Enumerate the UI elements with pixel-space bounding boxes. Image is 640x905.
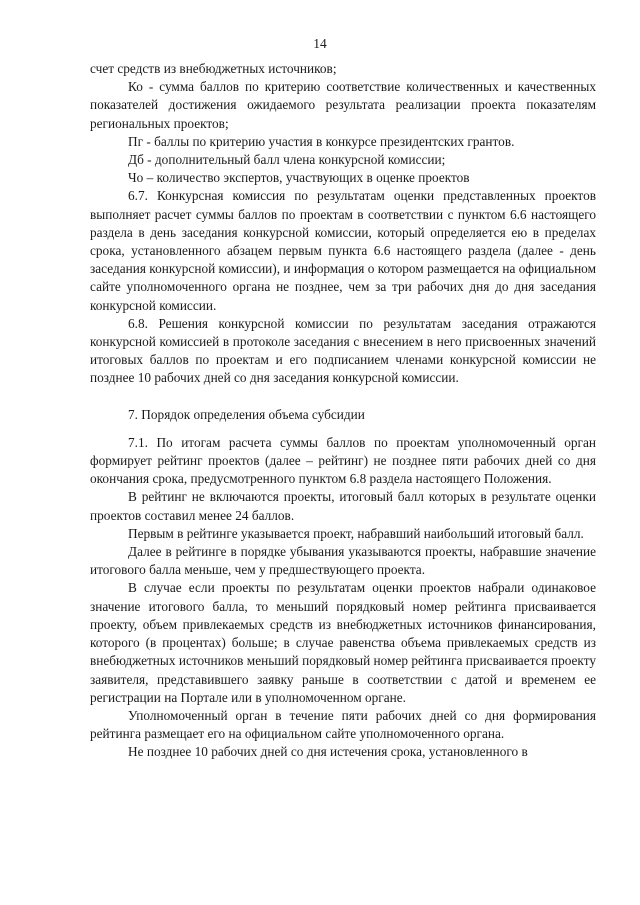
paragraph-ko-definition: Ко - сумма баллов по критерию соответствие количественных и качественных показателей достижения ожидаемого результата реализации проекта показателям региональных проектов; [90,79,596,131]
document-body [90,60,596,762]
paragraph-7-1: 7.1. По итогам расчета суммы баллов по проектам уполномоченный орган формирует рейтинг проектов (далее – рейтинг) не позднее пяти рабочих дней со дня окончания срока, предусмотренного пунктом 6.8 раздела настоящего Положения. [90,434,596,487]
paragraph-6-8: 6.8. Решения конкурсной комиссии по результатам заседания отражаются конкурсной комиссией в протоколе заседания с внесением в него присвоенных значений итоговых баллов по проектам и его подписанием членами конкурсной комиссии не позднее 10 рабочих дней со дня заседания конкурсной комиссии. [90,315,596,386]
paragraph-6-7: 6.7. Конкурсная комиссия по результатам оценки представленных проектов выполняет расчет суммы баллов по проектам в соответствии с пунктом 6.6 настоящего раздела в день заседания конкурсной комиссии, который определяется ею в пределах срока, установленного абзацем первым пункта 6.6 настоящего раздела (далее - день заседания конкурсной комиссии), и информация о котором размещается на официальном сайте уполномоченного органа не позднее, чем за три рабочих дня до дня заседания конкурсной комиссии. [90,188,596,313]
paragraph-pg-definition: Пг - баллы по критерию участия в конкурсе президентских грантов. [128,133,515,149]
paragraph-db-definition: Дб - дополнительный балл члена конкурсной комиссии; [128,152,446,168]
paragraph-deadline: Не позднее 10 рабочих дней со дня истечения срока, установленного в [128,744,528,760]
paragraph-rating-order: Далее в рейтинге в порядке убывания указываются проекты, набравшие значение итогового балла меньше, чем у предшествующего проекта. [90,544,596,578]
page-number: 14 [313,36,327,51]
section-heading-7: 7. Порядок определения объема субсидии [128,406,365,422]
paragraph-cho-definition: Чо – количество экспертов, участвующих в оценке проектов [128,170,470,186]
paragraph-rating-first: Первым в рейтинге указывается проект, набравший наибольший итоговый балл. [128,525,584,541]
paragraph-rating-publication: Уполномоченный орган в течение пяти рабочих дней со дня формирования рейтинга размещает его на официальном сайте уполномоченного органа. [90,707,596,742]
paragraph-funds-source: счет средств из внебюджетных источников; [90,61,337,76]
paragraph-tie-break: В случае если проекты по результатам оценки проектов набрали одинаковое значение итогового балла, то меньший порядковый номер рейтинга присваивается проекту, объем привлекаемых средств из внебюджетных источников финансирования, которого (в процентах) больше; в случае равенства объема привлекаемых средств из внебюджетных источников меньший порядковый номер рейтинга присваивается проекту заявителя, представившего заявку раньше в соответствии с датой и временем ее регистрации на Портале или в уполномоченном органе. [90,580,596,705]
paragraph-rating-exclusion: В рейтинг не включаются проекты, итоговый балл которых в результате оценки проектов составил менее 24 баллов. [90,489,596,523]
